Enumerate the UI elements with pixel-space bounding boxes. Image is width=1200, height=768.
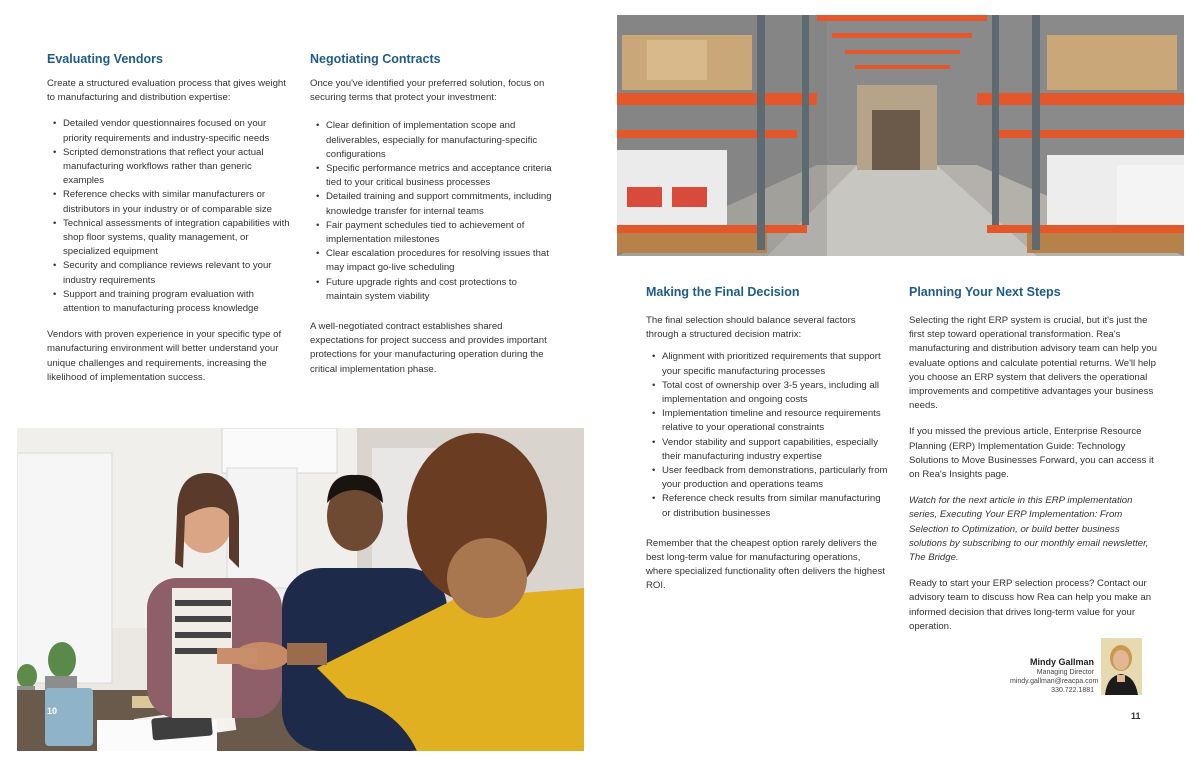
- final-decision-section: [646, 284, 888, 606]
- list-item: • Alignment with prioritized requirements that support your specific manufacturing processes: [646, 350, 888, 378]
- paragraph: Vendors with proven experience in your specific type of manufacturing environment will better understand your unique challenges and requirements, increasing the likelihood of implementation success.: [47, 329, 282, 383]
- paragraph: If you missed the previous article, Enterprise Resource Planning (ERP) Implementation Guide: Technology Solutions to Move Businesses Forward, you can access it on Rea's Insights page.: [909, 426, 1154, 481]
- bullet-list: [310, 119, 553, 304]
- page-number: 11: [1131, 711, 1141, 721]
- list-item: • Support and training program evaluation with attention to manufacturing process knowledge: [47, 288, 292, 316]
- negotiating-contracts-section: [310, 51, 553, 389]
- paragraph: Ready to start your ERP selection process? Contact our advisory team to discuss how Rea can help you make an informed decision that drives long-term value for your operation.: [909, 578, 1152, 632]
- list-item: • Scripted demonstrations that reflect your actual manufacturing workflows rather than generic examples: [47, 146, 292, 189]
- list-item: • Reference check results from similar manufacturing or distribution businesses: [646, 492, 888, 520]
- headshot-illustration: [1101, 638, 1142, 695]
- next-steps-section: [909, 284, 1157, 646]
- list-item: • Clear escalation procedures for resolving issues that may impact go-live scheduling: [310, 247, 553, 275]
- paragraph: Create a structured evaluation process that gives weight to manufacturing and distribution expertise:: [47, 78, 286, 104]
- list-item: • Total cost of ownership over 3-5 years, including all implementation and ongoing costs: [646, 379, 888, 407]
- bullet-list: [47, 117, 292, 316]
- paragraph: The final selection should balance several factors through a structured decision matrix:: [646, 315, 856, 341]
- contact-headshot: [1101, 638, 1142, 695]
- section-heading: Negotiating Contracts: [310, 52, 441, 66]
- evaluating-vendors-section: [47, 51, 292, 397]
- contact-title: Managing Director: [1036, 669, 1094, 676]
- paragraph: A well-negotiated contract establishes shared expectations for project success and provides important protections for your manufacturing operation during the critical implementation phase.: [310, 321, 547, 375]
- warehouse-illustration: [617, 15, 1184, 256]
- list-item: • Reference checks with similar manufacturers or distributors in your industry or of comparable size: [47, 188, 292, 216]
- list-item: • Future upgrade rights and cost protections to maintain system viability: [310, 276, 553, 304]
- section-heading: Evaluating Vendors: [47, 52, 164, 66]
- paragraph: Watch for the next article in this ERP implementation series, Executing Your ERP Implementation: From Selection to Optimization, or build better business solutions by subscribing to our monthly email newsletter, The Bridge.: [909, 495, 1149, 564]
- list-item: • Specific performance metrics and acceptance criteria tied to your critical business processes: [310, 162, 553, 190]
- contact-name: Mindy Gallman: [1029, 657, 1094, 667]
- list-item: • Detailed training and support commitments, including knowledge transfer for internal teams: [310, 190, 553, 218]
- contact-card: [1010, 656, 1099, 695]
- list-item: • Clear definition of implementation scope and deliverables, especially for manufacturing-specific configurations: [310, 119, 553, 162]
- meeting-handshake-photo: [17, 428, 584, 751]
- contact-phone: 330.722.1881: [1051, 687, 1094, 694]
- paragraph: Selecting the right ERP system is crucial, but it's just the first step toward operational transformation. Rea's manufacturing and distribution advisory team can help you evaluate options and calculate potential returns. We'll help you choose an ERP system that delivers the operational improvements and competitive advantages your business needs.: [909, 315, 1157, 412]
- bullet-list: [646, 350, 888, 520]
- contact-email[interactable]: mindy.gallman@reacpa.com: [1010, 678, 1099, 685]
- list-item: • User feedback from demonstrations, particularly from your production and operations teams: [646, 464, 888, 492]
- list-item: • Technical assessments of integration capabilities with shop floor systems, quality management, or specialized equipment: [47, 217, 292, 260]
- list-item: • Vendor stability and support capabilities, especially their manufacturing industry expertise: [646, 436, 888, 464]
- list-item: • Fair payment schedules tied to achievement of implementation milestones: [310, 219, 553, 247]
- paragraph: Once you've identified your preferred solution, focus on securing terms that protect your investment:: [310, 78, 545, 104]
- meeting-illustration: [17, 428, 584, 751]
- list-item: • Detailed vendor questionnaires focused on your priority requirements and industry-specific needs: [47, 117, 292, 145]
- list-item: • Security and compliance reviews relevant to your industry requirements: [47, 259, 292, 287]
- section-heading: Making the Final Decision: [646, 285, 800, 299]
- section-heading: Planning Your Next Steps: [909, 285, 1061, 299]
- paragraph: Remember that the cheapest option rarely delivers the best long-term value for manufacturing operations, where specialized functionality often delivers the highest ROI.: [646, 537, 885, 592]
- page-number: 10: [47, 706, 58, 716]
- warehouse-photo: [617, 15, 1184, 256]
- list-item: • Implementation timeline and resource requirements relative to your operational constraints: [646, 407, 888, 435]
